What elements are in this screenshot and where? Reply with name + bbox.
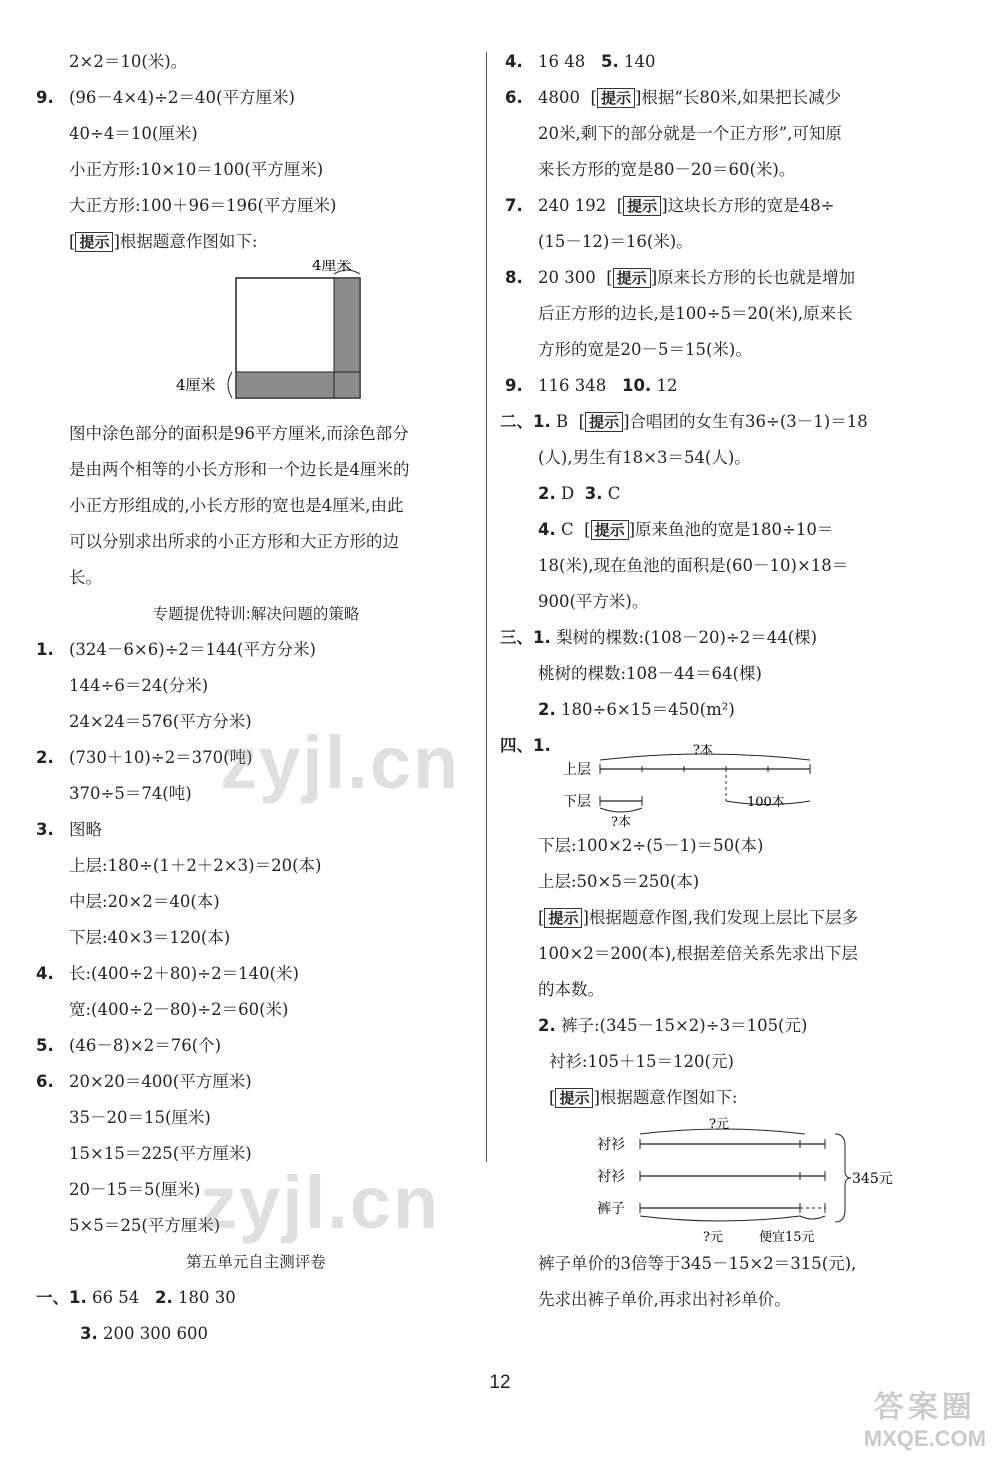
answer-1 bbox=[36, 632, 476, 668]
shirt-price-label: ?元 bbox=[709, 1117, 729, 1132]
text-line: 的本数。 bbox=[538, 980, 604, 999]
text-line: 20米,剩下的部分就是一个正方形”,可知原 bbox=[538, 124, 842, 143]
answer-8: 8. 20 300 [ 提示 ]原来长方形的长也就是增加 bbox=[505, 260, 955, 296]
hint-text: 根据题意作图,我们发现上层比下层多 bbox=[588, 908, 859, 927]
question-number: 4. bbox=[36, 964, 54, 983]
text-line: 40÷4＝10(厘米) bbox=[69, 124, 198, 143]
square-figure bbox=[36, 260, 476, 416]
top-label: 4厘米 bbox=[312, 260, 352, 274]
answer-9-10 bbox=[505, 368, 955, 404]
row-label: 裤子 bbox=[597, 1201, 625, 1217]
part-number: 二、 bbox=[500, 412, 533, 431]
section-title: 第五单元自主测评卷 bbox=[186, 1253, 326, 1271]
question-number: 4. bbox=[538, 520, 556, 539]
hint-label: 提示 bbox=[613, 268, 651, 288]
question-number: 2. bbox=[155, 1288, 173, 1307]
unknown-label: ?本 bbox=[611, 815, 631, 828]
answer-2 bbox=[505, 692, 955, 728]
text-line: 长。 bbox=[69, 568, 102, 587]
answer-2 bbox=[505, 1008, 955, 1044]
text-line: 小正方形组成的,小长方形的宽也是4厘米,由此 bbox=[69, 496, 404, 515]
square-diagram bbox=[36, 260, 476, 416]
question-number: 1. bbox=[69, 1288, 87, 1307]
hint-label: 提示 bbox=[597, 88, 635, 108]
hint-label: 提示 bbox=[591, 520, 629, 540]
text-line: 方形的宽是20－5＝15(米)。 bbox=[538, 340, 752, 359]
watermark-url: MXQE.COM bbox=[863, 1426, 986, 1451]
text-line: 144÷6＝24(分米) bbox=[69, 676, 209, 695]
watermark-text: zyjl.cn bbox=[200, 1161, 441, 1244]
part-number: 三、 bbox=[500, 628, 533, 647]
total-label: 345元 bbox=[852, 1171, 893, 1187]
question-number: 9. bbox=[505, 376, 523, 395]
answer-4 bbox=[36, 956, 476, 992]
discount-label: 便宜15元 bbox=[759, 1230, 815, 1245]
corner-watermark bbox=[864, 1382, 986, 1452]
question-number: 5. bbox=[601, 52, 619, 71]
answer-3-line bbox=[36, 1316, 476, 1352]
row-label: 衬衫 bbox=[597, 1137, 625, 1153]
question-number: 2. bbox=[36, 748, 54, 767]
question-number: 3. bbox=[584, 484, 603, 503]
hint-line: [ 提示 ]根据题意作图如下: bbox=[549, 1088, 738, 1107]
question-number: 4. bbox=[505, 52, 523, 71]
answer-6 bbox=[36, 1064, 476, 1100]
upper-label: 上层 bbox=[563, 762, 591, 778]
text-line: 2×2＝10(米)。 bbox=[69, 52, 188, 71]
text-line: 180÷6×15＝450(m²) bbox=[561, 700, 735, 719]
question-number: 7. bbox=[505, 196, 523, 215]
difference-label: 100本 bbox=[747, 795, 785, 810]
question-number: 9. bbox=[36, 88, 54, 107]
answer-text: 180 30 bbox=[178, 1288, 236, 1307]
text-line: 小正方形:10×10＝100(平方厘米) bbox=[69, 160, 324, 179]
text-line: 可以分别求出所求的小正方形和大正方形的边 bbox=[69, 532, 399, 551]
answer-text: 66 54 bbox=[92, 1288, 140, 1307]
question-number: 1. bbox=[533, 628, 551, 647]
part-number: 一、 bbox=[36, 1288, 69, 1307]
answer-text: 12 bbox=[656, 376, 678, 395]
text-line: 下层:100×2÷(5－1)＝50(本) bbox=[538, 836, 764, 855]
clothes-diagram bbox=[505, 1116, 955, 1246]
hint-text: 原来长方形的长也就是增加 bbox=[657, 268, 856, 287]
answer-text: D bbox=[561, 484, 575, 503]
answer-text: 4800 bbox=[538, 88, 580, 107]
hint-line: [ 提示 ]根据题意作图,我们发现上层比下层多 bbox=[538, 908, 859, 927]
text-line: 20×20＝400(平方厘米) bbox=[69, 1072, 252, 1091]
text-line: 来长方形的宽是80－20＝60(米)。 bbox=[538, 160, 796, 179]
text-line: 上层:50×5＝250(本) bbox=[538, 872, 700, 891]
question-number: 1. bbox=[533, 736, 551, 755]
answer-9 bbox=[36, 80, 476, 116]
total-label: ?本 bbox=[693, 744, 713, 758]
text-line: 梨树的棵数:(108－20)÷2＝44(棵) bbox=[556, 628, 818, 647]
hint-text: 根据题意作图如下: bbox=[599, 1088, 738, 1107]
answer-text: 16 48 bbox=[538, 52, 586, 71]
question-number: 2. bbox=[538, 1016, 556, 1035]
page-number: 12 bbox=[489, 1372, 511, 1393]
text-line: 24×24＝576(平方分米) bbox=[69, 712, 252, 731]
answer-5 bbox=[36, 1028, 476, 1064]
text-line: 桃树的棵数:108－44＝64(棵) bbox=[538, 664, 762, 683]
answer-4-5 bbox=[505, 44, 955, 80]
text-line: 18(米),现在鱼池的面积是(60－10)×18＝ bbox=[538, 556, 849, 575]
text-line: 图中涂色部分的面积是96平方厘米,而涂色部分 bbox=[69, 424, 409, 443]
left-column bbox=[36, 44, 476, 1352]
hint-line: [ 提示 ]根据题意作图如下: bbox=[69, 232, 258, 251]
text-line: 衬衫:105＋15＝120(元) bbox=[549, 1052, 734, 1071]
text-line: 35－20＝15(厘米) bbox=[69, 1108, 211, 1127]
hint-text: 根据题意作图如下: bbox=[119, 232, 258, 251]
text-line: 宽:(400÷2－80)÷2＝60(米) bbox=[69, 1000, 289, 1019]
answer-4: 4. C [ 提示 ]原来鱼池的宽是180÷10＝ bbox=[538, 520, 834, 539]
text-line: 下层:40×3＝120(本) bbox=[69, 928, 231, 947]
answer-7: 7. 240 192 [ 提示 ]这块长方形的宽是48÷ bbox=[505, 188, 955, 224]
text-line: 裤子:(345－15×2)÷3＝105(元) bbox=[561, 1016, 808, 1035]
answer-6: 6. 4800 [ 提示 ]根据“长80米,如果把长减少 bbox=[505, 80, 955, 116]
text-line: 大正方形:100＋96＝196(平方厘米) bbox=[69, 196, 337, 215]
question-number: 1. bbox=[533, 412, 551, 431]
books-figure bbox=[505, 744, 955, 828]
text-line: 是由两个相等的小长方形和一个边长是4厘米的 bbox=[69, 460, 410, 479]
answer-text: 116 348 bbox=[538, 376, 607, 395]
text-line: 中层:20×2＝40(本) bbox=[69, 892, 220, 911]
answer-text: C bbox=[561, 520, 574, 539]
question-number: 10. bbox=[621, 376, 652, 395]
answer-text: 20 300 bbox=[538, 268, 596, 287]
question-number: 8. bbox=[505, 268, 523, 287]
hint-label: 提示 bbox=[544, 908, 582, 928]
question-number: 6. bbox=[36, 1072, 54, 1091]
answer-text: 200 300 600 bbox=[103, 1324, 208, 1343]
text-line: (15－12)＝16(米)。 bbox=[538, 232, 693, 251]
part-2-answer-1: 二、1. B [ 提示 ]合唱团的女生有36÷(3－1)＝18 bbox=[500, 412, 868, 431]
answer-text: B bbox=[556, 412, 569, 431]
text-line: (46－8)×2＝76(个) bbox=[69, 1036, 222, 1055]
text-line: 15×15＝225(平方厘米) bbox=[69, 1144, 252, 1163]
hint-label: 提示 bbox=[585, 412, 623, 432]
text-line: (96－4×4)÷2＝40(平方厘米) bbox=[69, 88, 295, 107]
part-number: 四、 bbox=[500, 736, 533, 755]
watermark-logo: 答案圈 bbox=[873, 1391, 976, 1424]
text-line: 370÷5＝74(吨) bbox=[69, 784, 192, 803]
answer-text: C bbox=[607, 484, 621, 503]
text-line: 100×2＝200(本),根据差倍关系先求出下层 bbox=[538, 944, 858, 963]
text-line: 裤子单价的3倍等于345－15×2＝315(元), bbox=[538, 1254, 857, 1273]
hint-label: 提示 bbox=[75, 232, 113, 252]
text-line: 5×5＝25(平方厘米) bbox=[69, 1216, 221, 1235]
part-3-answer-1 bbox=[500, 620, 955, 656]
question-number: 2. bbox=[538, 700, 556, 719]
watermark-text: zyjl.cn bbox=[220, 721, 461, 804]
text-line: 900(平方米)。 bbox=[538, 592, 649, 611]
question-number: 2. bbox=[538, 484, 556, 503]
text-line: 长:(400÷2＋80)÷2＝140(米) bbox=[69, 964, 299, 983]
question-number: 3. bbox=[36, 820, 54, 839]
answer-text: 140 bbox=[624, 52, 656, 71]
text-line: (730＋10)÷2＝370(吨) bbox=[69, 748, 253, 767]
hint-text: 合唱团的女生有36÷(3－1)＝18 bbox=[629, 412, 868, 431]
answer-2-3 bbox=[505, 476, 955, 512]
text-line: 图略 bbox=[69, 820, 102, 839]
pants-price-label: ?元 bbox=[703, 1230, 723, 1245]
text-line: 20－15＝5(厘米) bbox=[69, 1180, 201, 1199]
answer-3 bbox=[36, 812, 476, 848]
right-column bbox=[500, 44, 955, 1318]
answer-text: 240 192 bbox=[538, 196, 607, 215]
side-label: 4厘米 bbox=[176, 376, 216, 394]
text-line: (人),男生有18×3＝54(人)。 bbox=[538, 448, 751, 467]
text-line: 上层:180÷(1＋2＋2×3)＝20(本) bbox=[69, 856, 322, 875]
hint-text: 原来鱼池的宽是180÷10＝ bbox=[635, 520, 834, 539]
hint-label: 提示 bbox=[623, 196, 661, 216]
question-number: 5. bbox=[36, 1036, 54, 1055]
text-line: 先求出裤子单价,再求出衬衫单价。 bbox=[538, 1290, 791, 1309]
question-number: 1. bbox=[36, 640, 54, 659]
lower-label: 下层 bbox=[563, 794, 591, 810]
books-diagram bbox=[505, 744, 955, 828]
hint-text: 根据“长80米,如果把长减少 bbox=[641, 88, 842, 107]
question-number: 3. bbox=[80, 1324, 98, 1343]
part-1-answers bbox=[36, 1280, 476, 1316]
section-title: 专题提优特训:解决问题的策略 bbox=[152, 605, 360, 623]
hint-label: 提示 bbox=[555, 1088, 593, 1108]
clothes-figure bbox=[505, 1116, 955, 1246]
hint-text: 这块长方形的宽是48÷ bbox=[667, 196, 835, 215]
column-divider bbox=[486, 52, 487, 1162]
text-line: (324－6×6)÷2＝144(平方分米) bbox=[69, 640, 316, 659]
row-label: 衬衫 bbox=[597, 1169, 625, 1185]
question-number: 6. bbox=[505, 88, 523, 107]
text-line: 后正方形的边长,是100÷5＝20(米),原来长 bbox=[538, 304, 853, 323]
